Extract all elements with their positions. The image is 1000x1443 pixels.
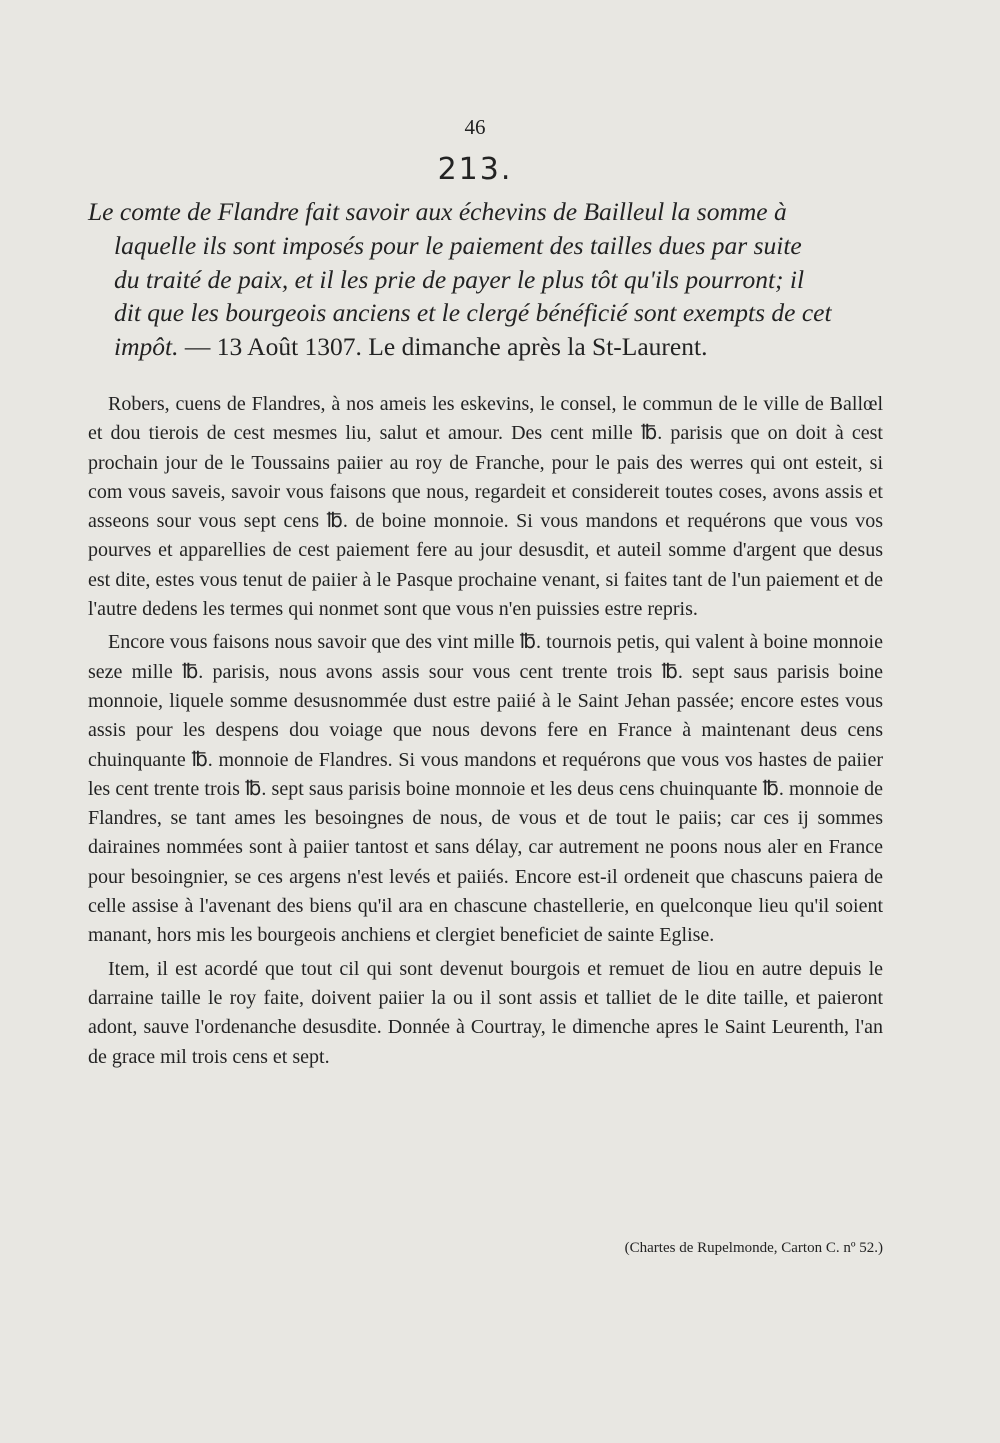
summary-line: du traité de paix, et il les prie de payer le plus tôt qu'ils pourront; il xyxy=(114,264,805,294)
charter-paragraph: Item, il est acordé que tout cil qui sont devenut bourgois et remuet de liou en autre depuis le darraine taille le roy faite, doivent paiier la ou il sont assis et talliet de le dite taille, et paieront adont, sauve l'ordenanche desusdite. Donnée à Courtray, le dimenche apres le Saint Leurenth, l'an de grace mil trois cens et sept. xyxy=(88,957,883,1068)
summary-line: dit que les bourgeois anciens et le clergé bénéficié sont exempts de cet xyxy=(114,298,832,328)
summary-last-word: impôt. xyxy=(114,332,179,362)
summary-dateline: — 13 Août 1307. Le dimanche après la St-Laurent. xyxy=(178,332,708,362)
charter-paragraph: Robers, cuens de Flandres, à nos ameis les eskevins, le consel, le commun de le ville de Ballœl et dou tierois de cest mesmes liu, salut et amour. Des cent mille ℔. parisis que on doit à cest prochain jour de le Toussains paiier au roy de Franche, pour le pais des werres qui ont esteit, si com vous saveis, savoir vous faisons que nous, regardeit et considereit toutes coses, avons assis et asseons sour vous sept cens ℔. de boine monnoie. Si vous mandons et requérons que vous vos pourves et apparellies de cest paiement fere au jour desusdit, et auteil somme d'argent que desus est dite, estes vous tenut de paiier à le Pasque prochaine venant, si faites tant de l'un paiement et de l'autre dedens les termes qui nonmet sont que vous n'en puissies estre repris. xyxy=(88,393,883,621)
summary-line: laquelle ils sont imposés pour le paiement des tailles dues par suite xyxy=(114,230,802,260)
charter-paragraph: Encore vous faisons nous savoir que des vint mille ℔. tournois petis, qui valent à boine monnoie seze mille ℔. parisis, nous avons assis sour vous cent trente trois ℔. sept saus parisis boine monnoie, liquele somme desusnommée dust estre paiié à le Saint Jehan passée; encore estes vous assis pour les despens dou voiage que nous devons fere en France à maintenant deus cens chuinquante ℔. monnoie de Flandres. Si vous mandons et requérons que vous vos hastes de paiier les cent trente trois ℔. sept saus parisis boine monnoie et les deus cens chuinquante ℔. monnoie de Flandres, se tant ames les besoingnes de nous, de vous et de tout le paiis; car ces ij sommes dairaines nommées sont à paiier tantost et sans délay, car autrement ne poons nous aler en France pour besoingnier, se ces argens n'est levés et paiiés. Encore est-il ordeneit que chascuns paiera de celle assise à l'avenant des biens qu'il ara en chascune chastellerie, en quelconque lieu qu'il soient manant, hors mis les bourgeois anchiens et clergiet beneficiet de sainte Eglise. xyxy=(88,631,883,947)
source-citation: (Chartes de Rupelmonde, Carton C. nº 52.) xyxy=(624,1240,883,1256)
summary-last-line xyxy=(88,330,883,364)
charter-text xyxy=(88,390,883,1072)
page-number: 46 xyxy=(464,115,486,139)
document-number: 213. xyxy=(437,152,513,187)
document-summary xyxy=(88,195,883,364)
summary-line: Le comte de Flandre fait savoir aux échevins de Bailleul la somme à xyxy=(88,197,787,226)
